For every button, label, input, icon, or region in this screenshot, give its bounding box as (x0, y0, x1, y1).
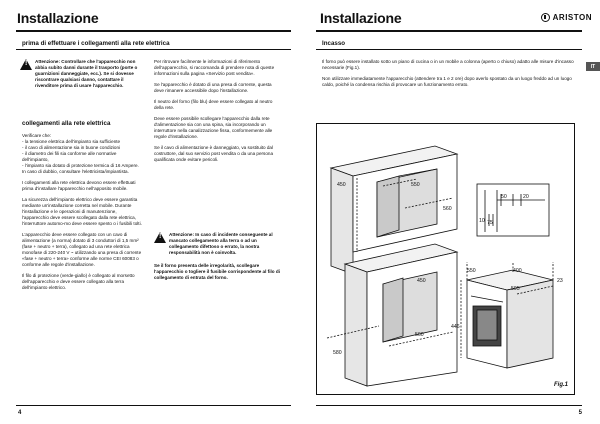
text-paragraph: La sicurezza dell'impianto elettrico deve essere garantita mediante un'installazione corretta nel mobile. Durante l'installazione e le operazioni di manutenzione, l'apparecchio deve essere scollegato dalla rete elettrica, l'interruttore automo-mo deve essere spento o i fusibili tolti. (22, 197, 142, 226)
installation-figure (316, 123, 575, 395)
dim-label: 446 (451, 324, 460, 330)
text-paragraph: I collegamenti alla rete elettrica devono essere effettuati prima d'installare l'apparecchio nell'apposito mobile. (22, 180, 136, 191)
dim-label: 595 (511, 286, 520, 292)
fuse-note: Se il forno presenta delle irregolarità, scollegare l'apparecchio o togliere il fusibile corrispondente al filo di collegamento di entrata del forno. (154, 263, 280, 280)
dim-label: 580 (333, 350, 342, 356)
section-title-before-connection: prima di effettuare i collegamenti alla rete elettrica (22, 40, 170, 47)
text-line: Verificare che: (22, 133, 52, 138)
dim-label: 75 (487, 220, 493, 226)
dim-label: 560 (415, 332, 424, 338)
warning-block-1 (20, 59, 140, 89)
section-rule (16, 49, 291, 50)
right-page (300, 0, 600, 424)
dim-label: 450 (337, 182, 346, 188)
page-number-left: 4 (18, 410, 22, 416)
dim-label: 550 (467, 268, 476, 274)
dim-label: 400 (513, 268, 522, 274)
header-rule-left (16, 30, 291, 32)
warning-text-2: Attenzione: In caso di incidente conseguente al mancato collegamento alla terra o ad un collegamento difettoso o errato, la nostra responsabilità non è coinvolta. (169, 232, 273, 255)
dim-label: 550 (411, 182, 420, 188)
warning-icon: ! (20, 59, 32, 70)
header-rule-right (316, 30, 582, 32)
text-paragraph: Deve essere possibile scollegare l'apparecchio dalla rete d'alimentazione sia con una spina, sia incorporando un interruttore nella canalizzazione fissa, conformemente alle regole d'installazione. (154, 116, 273, 139)
section-title-incasso: Incasso (322, 40, 346, 47)
text-paragraph: Per ritrovare facilmente le informazioni di riferimento dell'apparecchio, si raccomanda di prendere nota di queste informazioni sulla pagina «Servizio post vendita». (154, 59, 275, 76)
dim-label: 10 (479, 218, 485, 224)
text-paragraph: Non utilizzare immediatamente l'apparecchio (attendere tra 1 e 2 ore) dopo averlo spostato da un luogo freddo ad un luogo caldo, poiché la condensa rischia di provocare un funzionamento errato. (322, 76, 572, 87)
warning-icon: ! (154, 232, 166, 243)
text-paragraph: Il neutro del forno (filo blu) deve essere collegato al neutro della rete. (154, 99, 273, 110)
incasso-text (322, 59, 580, 93)
text-paragraph: Se l'apparecchio è dotato di una presa di corrente, questa deve rimanere accessibile dopo l'installazione. (154, 82, 272, 93)
text-line: - il diametro dei fili sia conforme alle normative dell'impianto, (22, 151, 117, 162)
text-paragraph: L'apparecchio deve essere collegato con un cavo di alimentazione (a norma) dotato di 3 conduttori di 1,5 mm² (fase + neutro + terra), collegato ad una rete elettrica monofase di 220-240 V ~ utilizzando una presa di corrente «fase + neutro + terra» conforme alle norme CEI 60083 o conforme alle regole d'installazione. (22, 232, 142, 267)
language-tab: IT (586, 62, 600, 71)
text-paragraph: In caso di dubbio, consultare l'elettricista/impiantista. (22, 169, 129, 174)
text-line: - l'impianto sia dotato di protezione termica di 16 Ampere. (22, 163, 139, 168)
section-title-electrical: collegamenti alla rete elettrica (22, 120, 111, 127)
left-column-text (22, 133, 144, 296)
dim-label: 450 (417, 278, 426, 284)
text-line: - il cavo di alimentazione sia in buone condizioni (22, 145, 121, 150)
page-title-left: Installazione (17, 10, 99, 26)
installation-diagram (317, 124, 574, 394)
text-paragraph: Se il cavo di alimentazione è danneggiato, va sostituito dal costruttore, dal suo servizio post vendita o da una persona qualificata onde evitare pericoli. (154, 145, 274, 162)
footer-rule-left (16, 405, 291, 406)
warning-block-2 (154, 232, 280, 256)
section-rule-right (316, 49, 582, 50)
text-paragraph: Il filo di protezione (verde-giallo) è collegato al morsetto dell'apparecchio e deve essere collegato alla terra dell'impianto elettrico. (22, 273, 135, 290)
dim-label: 20 (523, 194, 529, 200)
brand-logo (541, 13, 592, 22)
text-line: - la tensione elettrica dell'impianto sia sufficiente (22, 139, 121, 144)
dim-label: 560 (443, 206, 452, 212)
brand-name: ARISTON (552, 13, 592, 22)
figure-label: Fig.1 (553, 382, 568, 388)
page-number-right: 5 (578, 410, 582, 416)
text-paragraph: Il forno può essere installato sotto un piano di cucina o in un mobile a colonna (aperto o chiuso) adatto alle misure d'incasso necessarie (Fig.1). (322, 59, 574, 70)
dim-label: 50 (501, 194, 507, 200)
ariston-logo-icon (541, 13, 550, 22)
page-title-right: Installazione (320, 10, 402, 26)
footer-rule-right (316, 405, 582, 406)
right-column-text (154, 59, 280, 168)
warning-text-1: Attenzione: Controllare che l'apparecchio non abbia subito danni durante il trasporto (porte o guarnizioni danneggiate, ecc.). Se si dovesse riscontrare qualsiasi danno, contattare il rivenditore prima di usare l'apparecchio. (35, 59, 138, 88)
dim-label: 23 (557, 278, 563, 284)
